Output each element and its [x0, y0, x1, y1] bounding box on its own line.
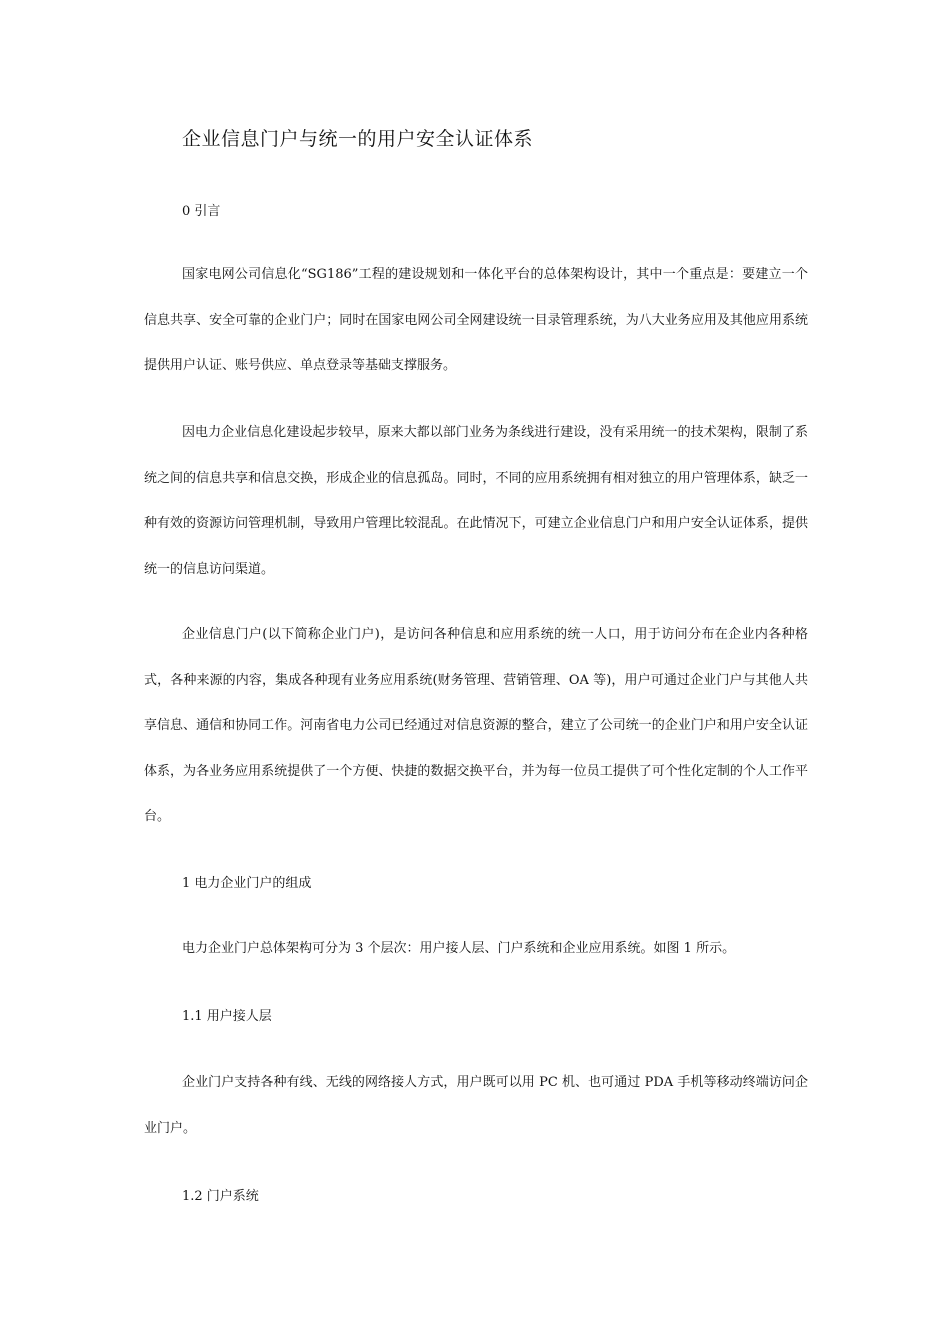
- document-title: 企业信息门户与统一的用户安全认证体系: [182, 128, 534, 150]
- section-heading-composition: 1 电力企业门户的组成: [182, 876, 312, 891]
- section-heading-access-layer: 1.1 用户接人层: [182, 1009, 272, 1024]
- paragraph-portal-definition: 企业信息门户(以下简称企业门户)，是访问各种信息和应用系统的统一人口，用于访问分布在企业内各种格式，各种来源的内容，集成各种现有业务应用系统(财务管理、营销管理、OA 等)，用户可通过企业门户与其他人共享信息、通信和协同工作。河南省电力公司已经通过对信息资源的整合，建立了公司统一的企业门户和用户安全认证体系，为各业务应用系统提供了一个方便、快捷的数据交换平台，并为每一位员工提供了可个性化定制的个人工作平台。: [144, 627, 808, 824]
- paragraph-sg186: 国家电网公司信息化“SG186”工程的建设规划和一体化平台的总体架构设计，其中一个重点是：要建立一个信息共享、安全可靠的企业门户；同时在国家电网公司全网建设统一目录管理系统，为八大业务应用及其他应用系统提供用户认证、账号供应、单点登录等基础支撑服务。: [144, 267, 808, 373]
- paragraph-architecture: 电力企业门户总体架构可分为 3 个层次：用户接人层、门户系统和企业应用系统。如图 1 所示。: [182, 941, 736, 956]
- section-heading-intro: 0 引言: [182, 204, 221, 219]
- paragraph-background: 因电力企业信息化建设起步较早，原来大都以部门业务为条线进行建设，没有采用统一的技术架构，限制了系统之间的信息共享和信息交换，形成企业的信息孤岛。同时，不同的应用系统拥有相对独立的用户管理体系，缺乏一种有效的资源访问管理机制，导致用户管理比较混乱。在此情况下，可建立企业信息门户和用户安全认证体系，提供统一的信息访问渠道。: [144, 425, 808, 577]
- paragraph-access-layer: 企业门户支持各种有线、无线的网络接人方式，用户既可以用 PC 机、也可通过 PDA 手机等移动终端访问企业门户。: [144, 1075, 808, 1136]
- section-heading-portal-system: 1.2 门户系统: [182, 1189, 259, 1204]
